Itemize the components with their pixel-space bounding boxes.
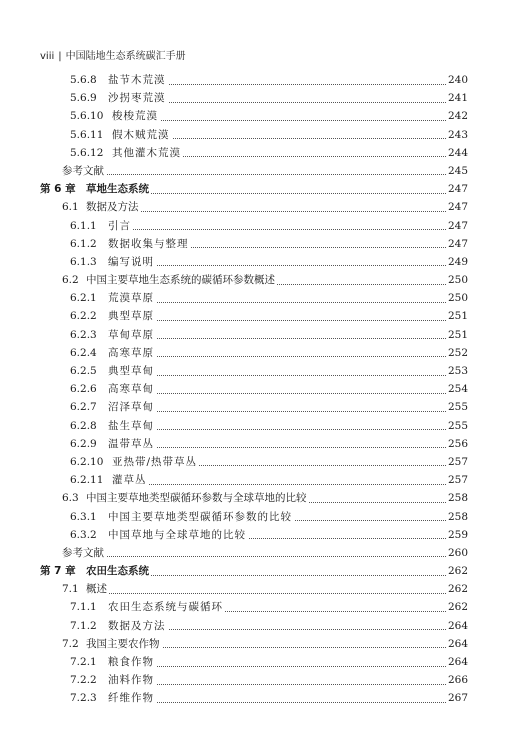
toc-entry-number: 6.2.5 bbox=[70, 362, 97, 380]
toc-entry-page: 264 bbox=[446, 653, 468, 671]
dot-leader bbox=[86, 593, 454, 594]
toc-entry-page: 247 bbox=[446, 235, 468, 253]
dot-leader bbox=[108, 302, 454, 303]
toc-entry-title: 引言 bbox=[108, 217, 133, 235]
toc-entry-number: 7.1.2 bbox=[70, 617, 97, 635]
toc-entry[interactable] bbox=[0, 398, 520, 416]
toc-entry-number: 6.2.7 bbox=[70, 398, 97, 416]
header-book-title: 中国陆地生态系统碳汇手册 bbox=[65, 51, 186, 62]
toc-entry[interactable] bbox=[0, 453, 520, 471]
toc-entry-number: 6.2.11 bbox=[70, 471, 103, 489]
toc-entry-page: 260 bbox=[446, 544, 468, 562]
toc-entry-page: 257 bbox=[446, 471, 468, 489]
toc-entry-page: 247 bbox=[446, 217, 468, 235]
toc-entry[interactable] bbox=[0, 217, 520, 235]
toc-entry[interactable] bbox=[0, 71, 520, 89]
toc-entry-title: 中国主要草地类型碳循环参数与全球草地的比较 bbox=[86, 489, 309, 507]
toc-entry-page: 262 bbox=[446, 598, 468, 616]
toc-entry-page: 250 bbox=[446, 271, 468, 289]
toc-entry[interactable] bbox=[0, 544, 520, 562]
toc-entry-title: 草地生态系统 bbox=[86, 180, 151, 198]
toc-entry-page: 258 bbox=[446, 489, 468, 507]
toc-entry[interactable] bbox=[0, 162, 520, 180]
toc-entry[interactable] bbox=[0, 635, 520, 653]
dot-leader bbox=[108, 320, 454, 321]
toc-entry-page: 262 bbox=[446, 562, 468, 580]
toc-entry-title: 沼泽草甸 bbox=[108, 398, 156, 416]
dot-leader bbox=[86, 211, 454, 212]
dot-leader bbox=[62, 174, 454, 175]
toc-entry-number: 7.1.1 bbox=[70, 598, 97, 616]
toc-entry-title: 温带草丛 bbox=[108, 435, 156, 453]
toc-entry-number: 6.3 bbox=[62, 489, 79, 507]
toc-entry-title: 数据及方法 bbox=[86, 198, 141, 216]
toc-entry-page: 242 bbox=[446, 107, 468, 125]
toc-entry-title: 农田生态系统与碳循环 bbox=[108, 598, 225, 616]
toc-entry[interactable] bbox=[0, 508, 520, 526]
toc-entry-title: 亚热带/热带草丛 bbox=[112, 453, 199, 471]
toc-entry-number: 6.2.2 bbox=[70, 307, 97, 325]
toc-entry-page: 264 bbox=[446, 635, 468, 653]
toc-entry-title: 典型草原 bbox=[108, 307, 156, 325]
header-page-number: viii bbox=[40, 51, 55, 62]
toc-entry[interactable] bbox=[0, 326, 520, 344]
toc-entry[interactable] bbox=[0, 126, 520, 144]
toc-entry-number: 5.6.10 bbox=[70, 107, 103, 125]
dot-leader bbox=[108, 666, 454, 667]
toc-entry-title: 油料作物 bbox=[108, 671, 156, 689]
toc-entry-title: 草甸草原 bbox=[108, 326, 156, 344]
header-separator: | bbox=[58, 51, 62, 62]
toc-entry-title: 沙拐枣荒漠 bbox=[108, 89, 168, 107]
toc-entry-number: 6.1 bbox=[62, 198, 79, 216]
toc-entry-page: 247 bbox=[446, 180, 468, 198]
toc-entry-title: 纤维作物 bbox=[108, 689, 156, 707]
toc-entry[interactable] bbox=[0, 362, 520, 380]
toc-entry-title: 粮食作物 bbox=[108, 653, 156, 671]
dot-leader bbox=[108, 429, 454, 430]
toc-entry-title: 其他灌木荒漠 bbox=[112, 144, 183, 162]
toc-entry[interactable] bbox=[0, 180, 520, 198]
toc-entry-number: 6.2.1 bbox=[70, 289, 97, 307]
toc-entry-page: 259 bbox=[446, 526, 468, 544]
toc-entry-number: 6.2.10 bbox=[70, 453, 103, 471]
toc-entry-page: 243 bbox=[446, 126, 468, 144]
toc-entry[interactable] bbox=[0, 435, 520, 453]
dot-leader bbox=[108, 338, 454, 339]
toc-entry-number: 5.6.12 bbox=[70, 144, 103, 162]
toc-entry-number: 6.3.1 bbox=[70, 508, 97, 526]
toc-entry-title: 高寒草原 bbox=[108, 344, 156, 362]
toc-entry-page: 267 bbox=[446, 689, 468, 707]
toc-entry[interactable] bbox=[0, 289, 520, 307]
toc-entry[interactable] bbox=[0, 271, 520, 289]
toc-entry-title: 中国主要草地类型碳循环参数的比较 bbox=[108, 508, 294, 526]
toc-entry[interactable] bbox=[0, 689, 520, 707]
toc-entry-number: 7.1 bbox=[62, 580, 79, 598]
dot-leader bbox=[108, 375, 454, 376]
toc-entry-title: 中国主要草地生态系统的碳循环参数概述 bbox=[86, 271, 277, 289]
toc-entry-title: 典型草甸 bbox=[108, 362, 156, 380]
toc-entry-page: 252 bbox=[446, 344, 468, 362]
toc-entry-number: 6.2.6 bbox=[70, 380, 97, 398]
toc-entry-page: 240 bbox=[446, 71, 468, 89]
toc-entry[interactable] bbox=[0, 471, 520, 489]
toc-entry-title: 中国草地与全球草地的比较 bbox=[108, 526, 248, 544]
toc-entry-page: 251 bbox=[446, 326, 468, 344]
toc-entry-page: 262 bbox=[446, 580, 468, 598]
toc-entry-title: 盐生草甸 bbox=[108, 417, 156, 435]
toc-entry-page: 258 bbox=[446, 508, 468, 526]
toc-entry-number: 5.6.11 bbox=[70, 126, 103, 144]
toc-entry-page: 244 bbox=[446, 144, 468, 162]
toc-entry-number: 5.6.9 bbox=[70, 89, 97, 107]
toc-entry-title: 假木贼荒漠 bbox=[112, 126, 172, 144]
toc-entry[interactable] bbox=[0, 198, 520, 216]
toc-entry-page: 255 bbox=[446, 398, 468, 416]
toc-entry-title: 参考文献 bbox=[62, 162, 106, 180]
toc-entry-number: 6.2.8 bbox=[70, 417, 97, 435]
toc-entry-title: 数据及方法 bbox=[108, 617, 168, 635]
toc-entry-number: 第 7 章 bbox=[40, 562, 76, 580]
toc-entry-number: 6.1.1 bbox=[70, 217, 97, 235]
toc-entry-title: 概述 bbox=[86, 580, 109, 598]
dot-leader bbox=[108, 684, 454, 685]
toc-entry-number: 6.3.2 bbox=[70, 526, 97, 544]
toc-entry[interactable] bbox=[0, 344, 520, 362]
toc-entry-number: 7.2 bbox=[62, 635, 79, 653]
toc-entry[interactable] bbox=[0, 107, 520, 125]
toc-entry[interactable] bbox=[0, 235, 520, 253]
toc-entry-title: 荒漠草原 bbox=[108, 289, 156, 307]
dot-leader bbox=[108, 356, 454, 357]
dot-leader bbox=[108, 229, 454, 230]
toc-entry-title: 高寒草甸 bbox=[108, 380, 156, 398]
toc-entry-number: 6.2.3 bbox=[70, 326, 97, 344]
toc-entry-page: 264 bbox=[446, 617, 468, 635]
dot-leader bbox=[108, 447, 454, 448]
toc-entry-number: 6.1.3 bbox=[70, 253, 97, 271]
toc-entry-title: 农田生态系统 bbox=[86, 562, 151, 580]
toc-entry-number: 6.2.4 bbox=[70, 344, 97, 362]
running-header bbox=[40, 47, 186, 62]
table-of-contents bbox=[0, 71, 520, 708]
toc-entry-number: 5.6.8 bbox=[70, 71, 97, 89]
toc-entry-page: 241 bbox=[446, 89, 468, 107]
toc-entry-page: 247 bbox=[446, 198, 468, 216]
toc-entry-page: 250 bbox=[446, 289, 468, 307]
toc-entry-title: 编写说明 bbox=[108, 253, 156, 271]
toc-entry-title: 数据收集与整理 bbox=[108, 235, 191, 253]
toc-entry-title: 灌草丛 bbox=[112, 471, 149, 489]
toc-entry-title: 参考文献 bbox=[62, 544, 106, 562]
toc-entry-page: 254 bbox=[446, 380, 468, 398]
dot-leader bbox=[108, 393, 454, 394]
toc-entry-title: 我国主要农作物 bbox=[86, 635, 162, 653]
toc-entry[interactable] bbox=[0, 89, 520, 107]
toc-entry[interactable] bbox=[0, 653, 520, 671]
toc-entry-number: 7.2.1 bbox=[70, 653, 97, 671]
toc-entry-number: 7.2.2 bbox=[70, 671, 97, 689]
toc-entry[interactable] bbox=[0, 489, 520, 507]
toc-entry[interactable] bbox=[0, 617, 520, 635]
toc-entry[interactable] bbox=[0, 307, 520, 325]
toc-entry-number: 第 6 章 bbox=[40, 180, 76, 198]
toc-entry-page: 255 bbox=[446, 417, 468, 435]
toc-entry-title: 盐节木荒漠 bbox=[108, 71, 168, 89]
toc-entry[interactable] bbox=[0, 598, 520, 616]
toc-entry[interactable] bbox=[0, 580, 520, 598]
toc-entry[interactable] bbox=[0, 417, 520, 435]
toc-entry[interactable] bbox=[0, 526, 520, 544]
toc-entry[interactable] bbox=[0, 253, 520, 271]
toc-entry-page: 253 bbox=[446, 362, 468, 380]
toc-entry-page: 245 bbox=[446, 162, 468, 180]
toc-entry-number: 7.2.3 bbox=[70, 689, 97, 707]
dot-leader bbox=[108, 265, 454, 266]
toc-entry-number: 6.1.2 bbox=[70, 235, 97, 253]
dot-leader bbox=[112, 484, 454, 485]
dot-leader bbox=[112, 120, 454, 121]
toc-entry[interactable] bbox=[0, 562, 520, 580]
toc-entry-page: 256 bbox=[446, 435, 468, 453]
toc-entry-number: 6.2.9 bbox=[70, 435, 97, 453]
dot-leader bbox=[62, 556, 454, 557]
toc-entry-page: 251 bbox=[446, 307, 468, 325]
toc-entry[interactable] bbox=[0, 144, 520, 162]
toc-entry-page: 266 bbox=[446, 671, 468, 689]
toc-entry-page: 257 bbox=[446, 453, 468, 471]
toc-entry-title: 梭梭荒漠 bbox=[112, 107, 160, 125]
toc-entry[interactable] bbox=[0, 671, 520, 689]
toc-entry-number: 6.2 bbox=[62, 271, 79, 289]
dot-leader bbox=[108, 411, 454, 412]
dot-leader bbox=[108, 702, 454, 703]
toc-entry[interactable] bbox=[0, 380, 520, 398]
toc-entry-page: 249 bbox=[446, 253, 468, 271]
